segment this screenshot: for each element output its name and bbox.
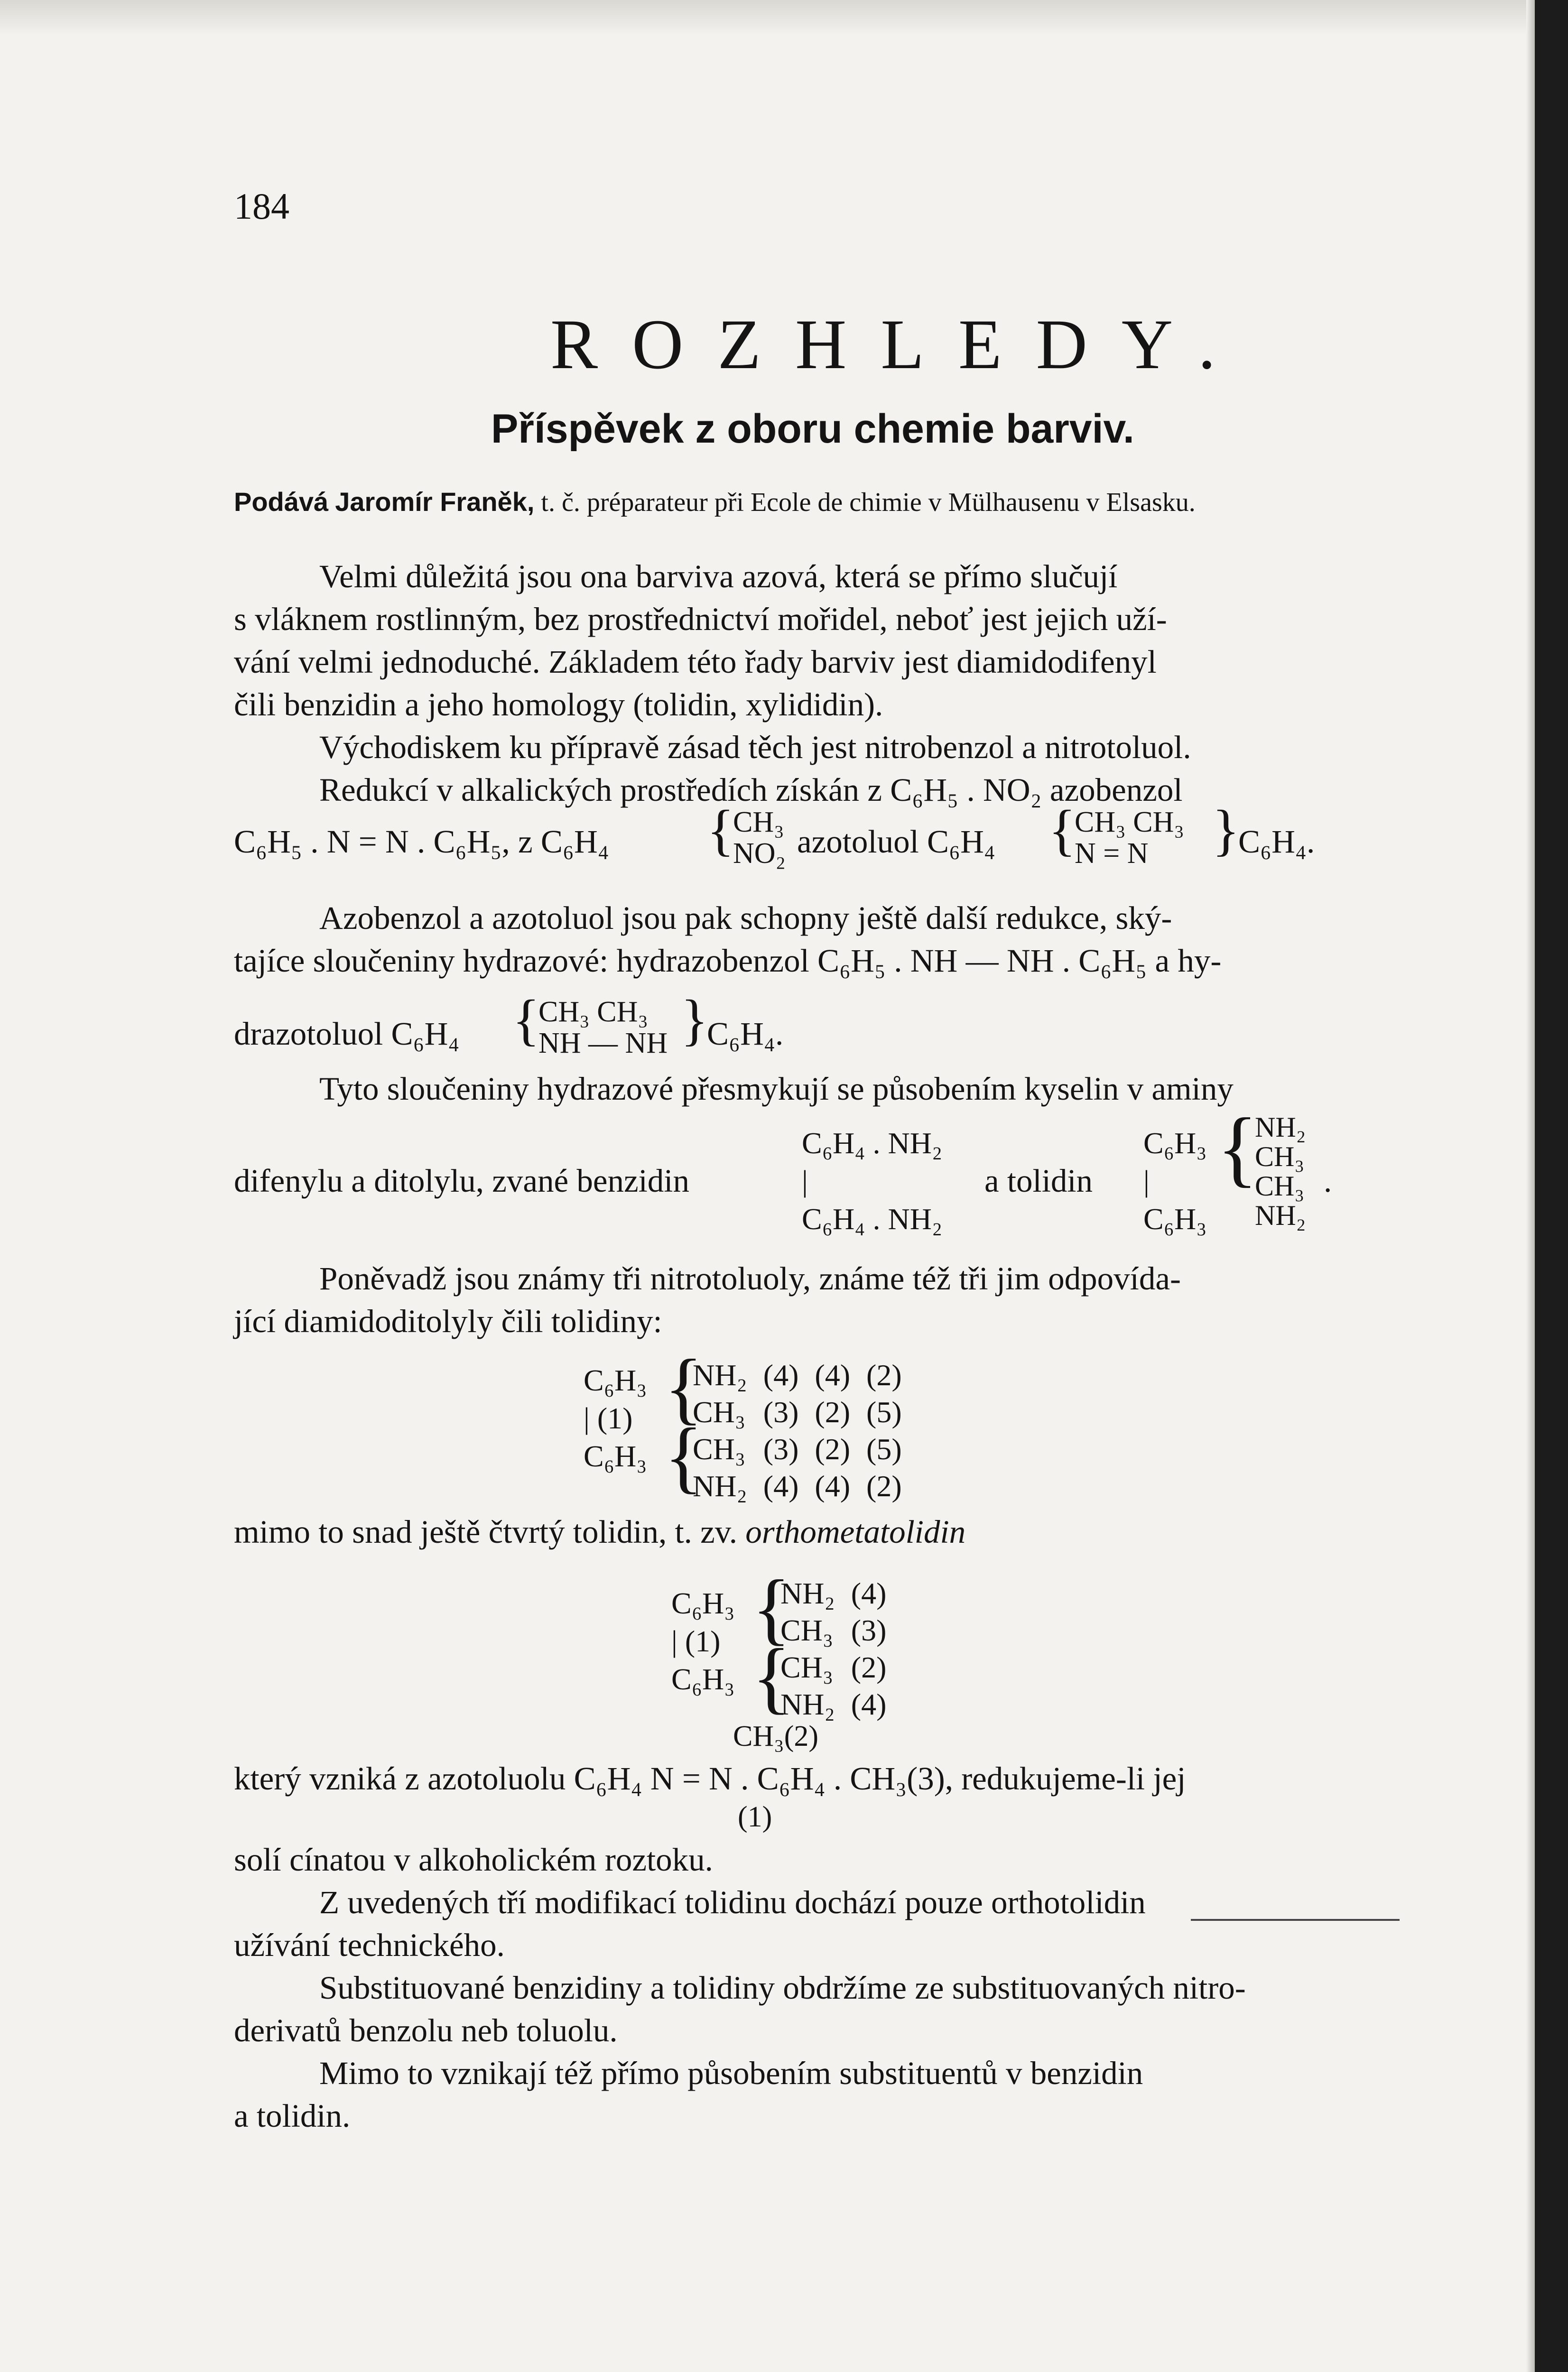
tolidin-groups xyxy=(1255,1112,1306,1230)
text-line: mimo to snad ještě čtvrtý tolidin, t. zv. xyxy=(234,1514,738,1550)
brace-left: { xyxy=(664,1343,703,1432)
table-cell: (4) xyxy=(815,1358,850,1392)
formula-bottom: C₆H₃ xyxy=(584,1439,647,1473)
text-line: Poněvadž jsou známy tři nitrotoluoly, známe též tři jim odpovída- xyxy=(319,1260,1181,1297)
section-title: ROZHLEDY. xyxy=(550,305,1250,384)
formula-part: C₆H₅ . N = N . C₆H₅, z C₆H₄ xyxy=(234,824,609,860)
table-cell: NH₂ xyxy=(693,1358,747,1392)
table-cell: (2) xyxy=(866,1469,902,1503)
formula-stack xyxy=(1075,806,1184,869)
brace-left: { xyxy=(664,1412,703,1501)
formula-bond: | (1) xyxy=(671,1624,721,1658)
text-line: Tyto sloučeniny hydrazové přesmykují se působením kyselin v aminy xyxy=(319,1071,1234,1107)
scan-gutter-shadow xyxy=(1526,0,1535,2372)
table-cell: (2) xyxy=(815,1395,850,1429)
formula-bottom: NO₂ xyxy=(733,837,786,870)
table-cell: (2) xyxy=(815,1432,850,1466)
text-line: s vláknem rostlinným, bez prostřednictví mořidel, neboť jest jejich uží- xyxy=(234,601,1167,637)
table-row xyxy=(780,1612,902,1649)
text-line: Východiskem ku přípravě zásad těch jest nitrobenzol a nitrotoluol. xyxy=(319,729,1191,765)
formula-hydrazotoluol: drazotoluol C₆H₄ xyxy=(234,1016,460,1052)
text-line: solí cínatou v alkoholickém roztoku. xyxy=(234,1842,713,1878)
formula-top: C₆H₃ xyxy=(671,1586,735,1620)
table-row xyxy=(780,1686,902,1723)
text-line: derivatů benzolu neb toluolu. xyxy=(234,2012,618,2048)
byline-author: Jaromír Franěk, xyxy=(335,487,535,517)
formula-line-azo xyxy=(234,823,609,861)
brace-left: { xyxy=(512,988,540,1051)
formula-top: CH₃ xyxy=(733,806,784,838)
page-number: 184 xyxy=(234,185,289,227)
table-cell: (4) xyxy=(815,1469,850,1503)
paragraph-4 xyxy=(234,897,1365,982)
formula-bond: | xyxy=(1143,1164,1150,1198)
formula-subscript: (1) xyxy=(738,1801,772,1833)
scan-top-edge xyxy=(0,0,1568,36)
table-cell: (3) xyxy=(851,1613,887,1647)
paragraph-7 xyxy=(234,1513,965,1551)
formula-bond: | (1) xyxy=(584,1401,633,1435)
table-row xyxy=(693,1468,918,1505)
formula-end: . xyxy=(1324,1163,1332,1199)
brace-left: { xyxy=(752,1564,791,1653)
tolidin-formula-left xyxy=(1143,1124,1207,1238)
brace-right: } xyxy=(681,988,708,1051)
formula-bottom: NH — NH xyxy=(538,1027,668,1059)
formula-bottom: N = N xyxy=(1075,837,1149,870)
table-cell: NH₂ xyxy=(693,1469,747,1503)
brace-left: { xyxy=(1217,1101,1258,1195)
orthometatolidin-left xyxy=(671,1584,735,1698)
brace-left: { xyxy=(1048,798,1076,862)
table-cell: (5) xyxy=(866,1432,902,1466)
brace-left: { xyxy=(707,798,734,862)
text-line: čili benzidin a jeho homology (tolidin, xylididin). xyxy=(234,686,883,723)
formula-stack xyxy=(733,806,786,869)
tolidin-table-left xyxy=(584,1362,647,1475)
brace-right: } xyxy=(1212,798,1240,862)
formula-end: C₆H₄. xyxy=(707,1016,784,1052)
table-cell: (3) xyxy=(763,1432,799,1466)
text-line: jící diamidoditolyly čili tolidiny: xyxy=(234,1303,662,1339)
formula-bond: | xyxy=(802,1164,808,1198)
tolidin-table xyxy=(693,1357,918,1505)
table-row xyxy=(780,1575,902,1612)
byline-prefix: Podává xyxy=(234,487,329,517)
formula-top: CH₃ CH₃ xyxy=(1075,806,1184,838)
text-line: Redukcí v alkalických prostředích získán z C₆H₅ . NO₂ azobenzol xyxy=(319,772,1183,808)
formula-end: C₆H₄. xyxy=(1238,824,1315,860)
group: NH₂ xyxy=(1255,1112,1306,1143)
table-cell: CH₃ xyxy=(780,1613,834,1647)
paragraph-9 xyxy=(234,1838,1365,2137)
table-row xyxy=(693,1431,918,1468)
paragraph-8: který vzniká z azotoluolu C₆H₄ N = N . C₆H₄ . CH₃(3), redukujeme-li jej xyxy=(234,1760,1186,1797)
table-cell: NH₂ xyxy=(780,1576,835,1610)
pencil-underline xyxy=(1191,1919,1400,1921)
byline-suffix: t. č. préparateur při Ecole de chimie v Mülhausenu v Elsasku. xyxy=(541,488,1196,517)
formula-part-azotoluol: azotoluol C₆H₄ xyxy=(797,824,995,860)
text-line: Z uvedených tří modifikací tolidinu dochází pouze orthotolidin xyxy=(319,1884,1146,1920)
formula-bottom: C₆H₃ xyxy=(671,1662,735,1696)
formula-top: C₆H₃ xyxy=(584,1363,647,1397)
table-cell: (4) xyxy=(763,1358,799,1392)
scan-right-edge xyxy=(1535,0,1568,2372)
table-cell: (4) xyxy=(851,1687,887,1721)
formula-superscript: CH₃(2) xyxy=(733,1720,819,1752)
table-row xyxy=(780,1649,902,1686)
formula-bottom: C₆H₃ xyxy=(1143,1202,1207,1236)
text-line: Substituované benzidiny a tolidiny obdržíme ze substituovaných nitro- xyxy=(319,1970,1246,2006)
table-cell: (4) xyxy=(763,1469,799,1503)
brace-left: { xyxy=(752,1632,791,1722)
table-cell: CH₃ xyxy=(693,1432,746,1466)
table-cell: (5) xyxy=(866,1395,902,1429)
table-cell: CH₃ xyxy=(780,1650,834,1684)
article-title: Příspěvek z oboru chemie barviv. xyxy=(491,406,1134,452)
text-line: tajíce sloučeniny hydrazové: hydrazobenzol C₆H₅ . NH — NH . C₆H₅ a hy- xyxy=(234,943,1222,979)
table-cell: CH₃ xyxy=(693,1395,746,1429)
text-line: Velmi důležitá jsou ona barviva azová, která se přímo slučují xyxy=(319,558,1118,594)
benzidin-lead: difenylu a ditolylu, zvané benzidin xyxy=(234,1163,689,1199)
formula-top: CH₃ CH₃ xyxy=(538,996,648,1028)
formula-top: C₆H₃ xyxy=(1143,1126,1207,1160)
text-line: Mimo to vznikají též přímo působením substituentů v benzidin xyxy=(319,2055,1143,2091)
table-cell: (2) xyxy=(866,1358,902,1392)
table-cell: (3) xyxy=(763,1395,799,1429)
paragraph-5 xyxy=(234,1067,1365,1110)
paragraph-6 xyxy=(234,1257,1365,1343)
table-cell: (4) xyxy=(851,1576,887,1610)
tolidin-lead: a tolidin xyxy=(984,1163,1093,1199)
text-line: vání velmi jednoduché. Základem této řady barviv jest diamidodifenyl xyxy=(234,644,1157,680)
formula-bottom: C₆H₄ . NH₂ xyxy=(802,1202,943,1236)
table-row xyxy=(693,1394,918,1431)
formula-stack xyxy=(538,996,668,1059)
text-line: užívání technického. xyxy=(234,1927,505,1963)
benzidin-formula xyxy=(802,1124,942,1238)
text-line: a tolidin. xyxy=(234,2098,351,2134)
byline xyxy=(234,486,1196,518)
paragraph-1 xyxy=(234,555,1365,811)
table-cell: (2) xyxy=(851,1650,887,1684)
group: NH₂ xyxy=(1255,1200,1306,1231)
group: CH₃ xyxy=(1255,1141,1305,1172)
italic-term: orthometatolidin xyxy=(745,1514,966,1550)
table-cell: NH₂ xyxy=(780,1687,835,1721)
orthometatolidin-table xyxy=(780,1575,902,1723)
text-line: Azobenzol a azotoluol jsou pak schopny ještě další redukce, ský- xyxy=(319,900,1172,936)
formula-top: C₆H₄ . NH₂ xyxy=(802,1126,943,1160)
group: CH₃ xyxy=(1255,1170,1305,1202)
table-row xyxy=(693,1357,918,1394)
